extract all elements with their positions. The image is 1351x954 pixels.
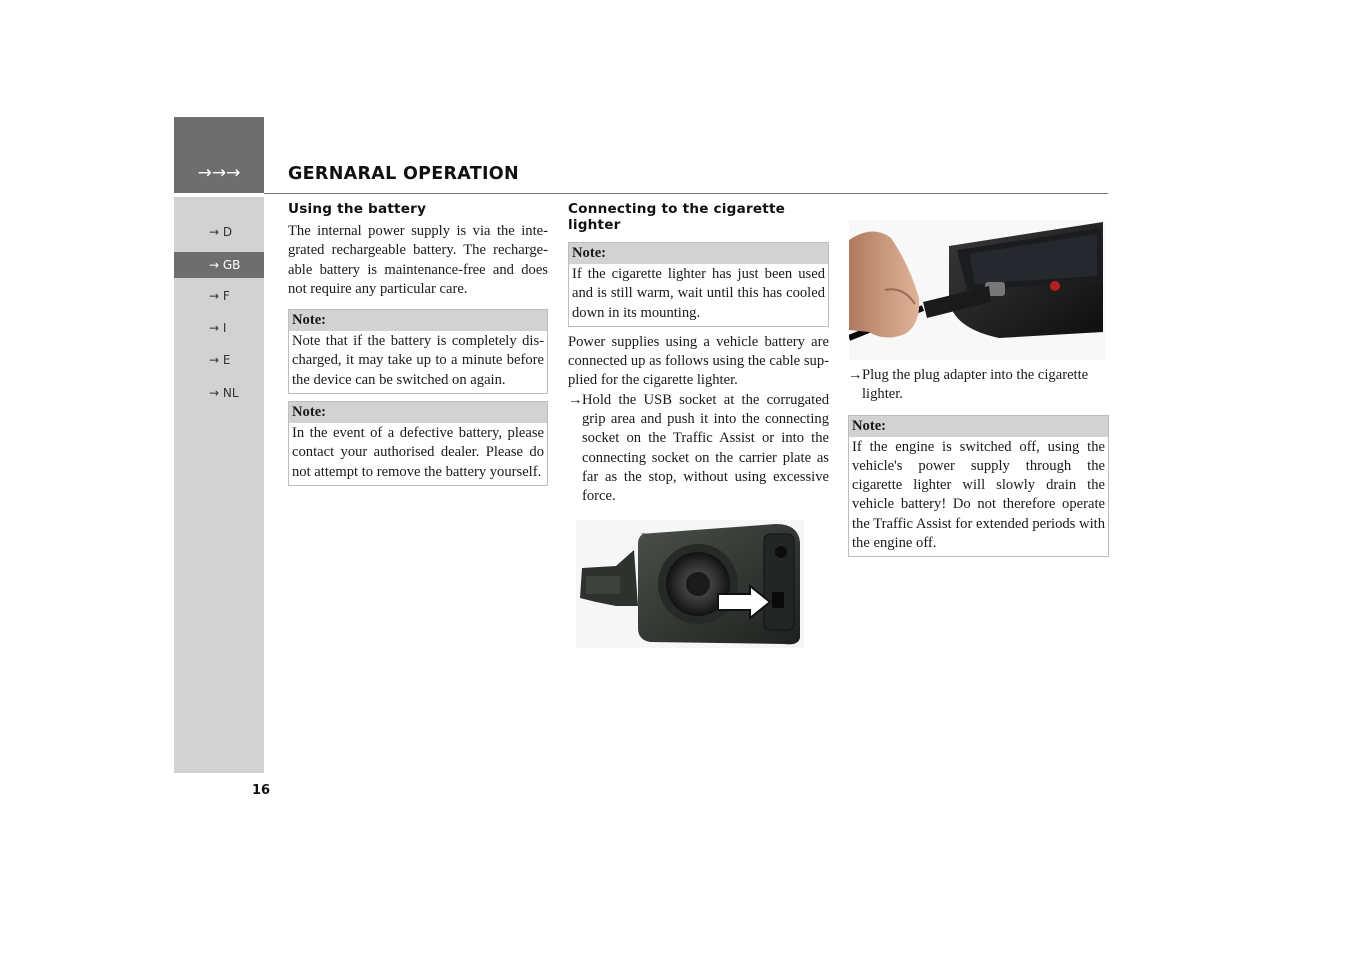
lang-item-e[interactable]: → E: [209, 353, 231, 367]
carrier-plate-photo: [576, 520, 804, 648]
arrow-icon: →: [848, 367, 863, 383]
cigarette-section: [568, 201, 829, 507]
cigarette-heading-line2: lighter: [568, 217, 621, 233]
cigarette-intro: Power supplies using a vehicle battery are connected up as follows using the cable supplied for the cigarette lighter.: [568, 333, 829, 389]
note-text: If the engine is switched off, using the vehicle's power supply through the cigarette lighter will slowly drain the vehicle battery! Do not therefore operate the Traffic Assist for extended periods with the engine off.: [852, 438, 1105, 552]
note-text: If the cigarette lighter has just been used and is still warm, wait until this has cooled down in its mounting.: [572, 266, 825, 321]
plug-step: [848, 366, 1109, 405]
battery-heading: Using the battery: [288, 201, 427, 217]
note-label: Note:: [289, 402, 547, 423]
cigarette-heading: [568, 201, 829, 233]
note-text: Note that if the battery is completely discharged, it may take up to a minute before the device can be switched on again.: [292, 333, 544, 388]
page-title: GERNARAL OPERATION: [288, 164, 519, 184]
page-number: 16: [252, 783, 271, 798]
lang-item-i[interactable]: → I: [209, 321, 227, 335]
note-text: In the event of a defective battery, please contact your authorised dealer. Please do not attempt to remove the battery yourself.: [292, 425, 544, 480]
note-label: Note:: [849, 416, 1108, 437]
battery-intro: The internal power supply is via the integrated rechargeable battery. The rechargeable battery is maintenance-free and does not require any particular care.: [288, 223, 548, 297]
note-label: Note:: [289, 310, 547, 331]
cigarette-note: [568, 242, 829, 327]
cigarette-step-1: [568, 391, 829, 507]
battery-section: [288, 201, 548, 486]
battery-note-2: [288, 401, 548, 486]
step-text: Plug the plug adapter into the cigarette lighter.: [862, 367, 1089, 403]
note-label: Note:: [569, 243, 828, 264]
lang-item-d[interactable]: → D: [209, 225, 233, 239]
lang-item-nl[interactable]: → NL: [209, 386, 239, 400]
lang-item-f[interactable]: → F: [209, 289, 230, 303]
arrow-icon: →: [568, 391, 583, 408]
device-plug-photo: [849, 220, 1105, 360]
step-text: Hold the USB socket at the corrugated grip area and push it into the connecting socket on the Traffic Assist or into the connecting socket on the carrier plate as far as the stop, without using excessive force.: [582, 391, 829, 505]
lang-item-gb[interactable]: → GB: [174, 252, 264, 278]
engine-note: [848, 415, 1109, 558]
sidebar-arrows: →→→: [197, 163, 241, 183]
sidebar-header-block: [174, 117, 264, 193]
language-sidebar: [174, 197, 264, 773]
header-divider: [264, 193, 1108, 194]
battery-note-1: [288, 309, 548, 394]
cigarette-heading-line1: Connecting to the cigarette: [568, 201, 786, 217]
right-column: [848, 366, 1109, 557]
